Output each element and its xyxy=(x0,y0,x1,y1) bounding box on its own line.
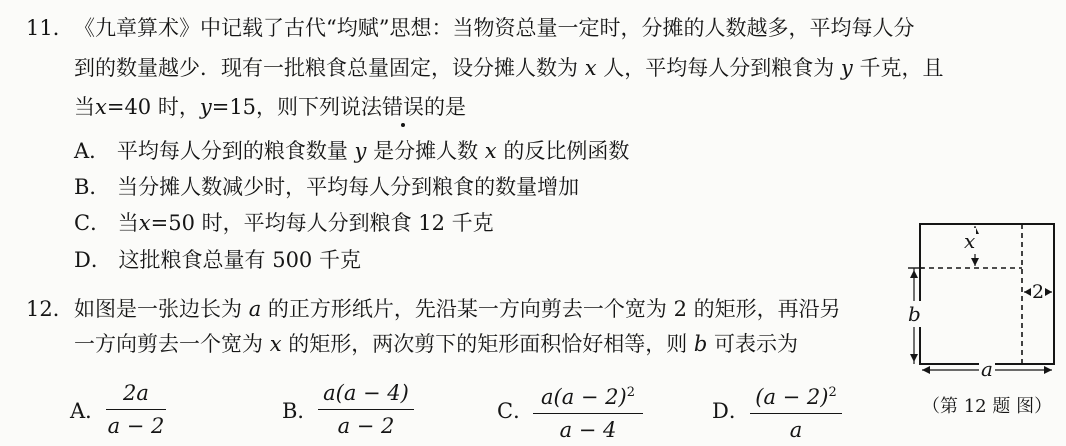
q12-stem-text: 的矩形，两次剪下的矩形面积恰好相等，则 xyxy=(288,332,688,356)
option-text: 当分摊人数减少时，平均每人分到粮食的数量增加 xyxy=(117,175,580,199)
q12-option-d-label[interactable]: D． xyxy=(712,399,750,423)
q11-stem-text: 人，平均每人分到粮食为 xyxy=(603,56,835,80)
dim-a-arrow-left xyxy=(922,366,930,374)
dim-2-arrow-right xyxy=(1045,288,1052,296)
figure-label-x: x xyxy=(964,229,976,253)
variable-x: x xyxy=(138,211,151,235)
q11-stem-text: 千克，且 xyxy=(859,56,944,80)
q12-option-b-label[interactable]: B． xyxy=(282,399,319,423)
figure-label-2: 2 xyxy=(1032,281,1045,303)
dim-2-arrow-left xyxy=(1024,288,1031,296)
q11-stem-text: 当 xyxy=(74,95,95,119)
dim-b-arrow-bottom xyxy=(910,354,918,362)
option-text: 当 xyxy=(117,211,139,235)
numerator-base: (a − 2) xyxy=(755,385,829,409)
dim-b-arrow-top xyxy=(910,270,918,278)
option-text: 平均每人分到的粮食数量 xyxy=(116,139,348,163)
fraction-denominator: a − 2 xyxy=(107,414,165,438)
q11-stem-text: =40 时， xyxy=(106,95,200,119)
figure-caption: （第 12 题 图） xyxy=(922,396,1053,417)
figure-label-b: b xyxy=(908,302,921,326)
numerator-base: a(a − 2) xyxy=(540,385,627,409)
q12-number: 12． xyxy=(26,297,74,321)
variable-y: y xyxy=(199,95,212,119)
fraction-denominator: a − 4 xyxy=(559,418,617,442)
variable-y: y xyxy=(840,56,853,80)
option-label: D． xyxy=(74,248,112,272)
dim-a-arrow-right xyxy=(1044,366,1052,374)
variable-x: x xyxy=(484,139,497,163)
option-text: =50 时，平均每人分到粮食 12 千克 xyxy=(150,211,494,235)
q11-number: 11． xyxy=(26,16,74,40)
fraction-denominator: a xyxy=(789,418,803,442)
figure-label-a: a xyxy=(981,357,993,381)
q11-stem-text: =15，则下列说法 xyxy=(211,95,383,119)
q12-stem-text: 可表示为 xyxy=(714,332,799,356)
variable-x: x xyxy=(95,95,107,119)
fraction-numerator: a(a − 4) xyxy=(323,381,409,405)
q11-stem-text: 的是 xyxy=(424,95,467,119)
numerator-exponent: 2 xyxy=(828,385,837,400)
variable-x: x xyxy=(584,56,597,80)
variable-a: a xyxy=(248,297,262,321)
variable-b: b xyxy=(693,332,708,356)
q11-stem-text: 到的数量越少．现有一批粮食总量固定，设分摊人数为 xyxy=(74,56,578,80)
option-label: B． xyxy=(74,175,111,199)
emphasized-word: 错误 xyxy=(382,95,425,119)
option-text: 的反比例函数 xyxy=(503,139,630,163)
q11-stem-text: 《九章算术》中记载了古代“均赋”思想：当物资总量一定时，分摊的人数越多，平均每人分 xyxy=(74,16,915,40)
q12-stem-text: 的正方形纸片，先沿某一方向剪去一个宽为 2 的矩形，再沿另 xyxy=(267,297,841,321)
numerator-exponent: 2 xyxy=(626,385,635,400)
q12-option-a-label[interactable]: A． xyxy=(70,399,107,423)
variable-y: y xyxy=(354,139,367,163)
option-text: 这批粮食总量有 500 千克 xyxy=(118,248,361,272)
option-label: A． xyxy=(74,139,111,163)
option-text: 是分摊人数 xyxy=(373,139,479,163)
option-label: C． xyxy=(74,211,112,235)
q12-option-c-label[interactable]: C． xyxy=(497,399,535,423)
q12-stem-text: 如图是一张边长为 xyxy=(74,297,242,321)
q12-stem-text: 一方向剪去一个宽为 xyxy=(74,332,263,356)
fraction-numerator: 2a xyxy=(123,381,149,405)
variable-x: x xyxy=(269,332,282,356)
dim-x-arrow-bottom xyxy=(971,258,979,266)
fraction-denominator: a − 2 xyxy=(337,414,395,438)
